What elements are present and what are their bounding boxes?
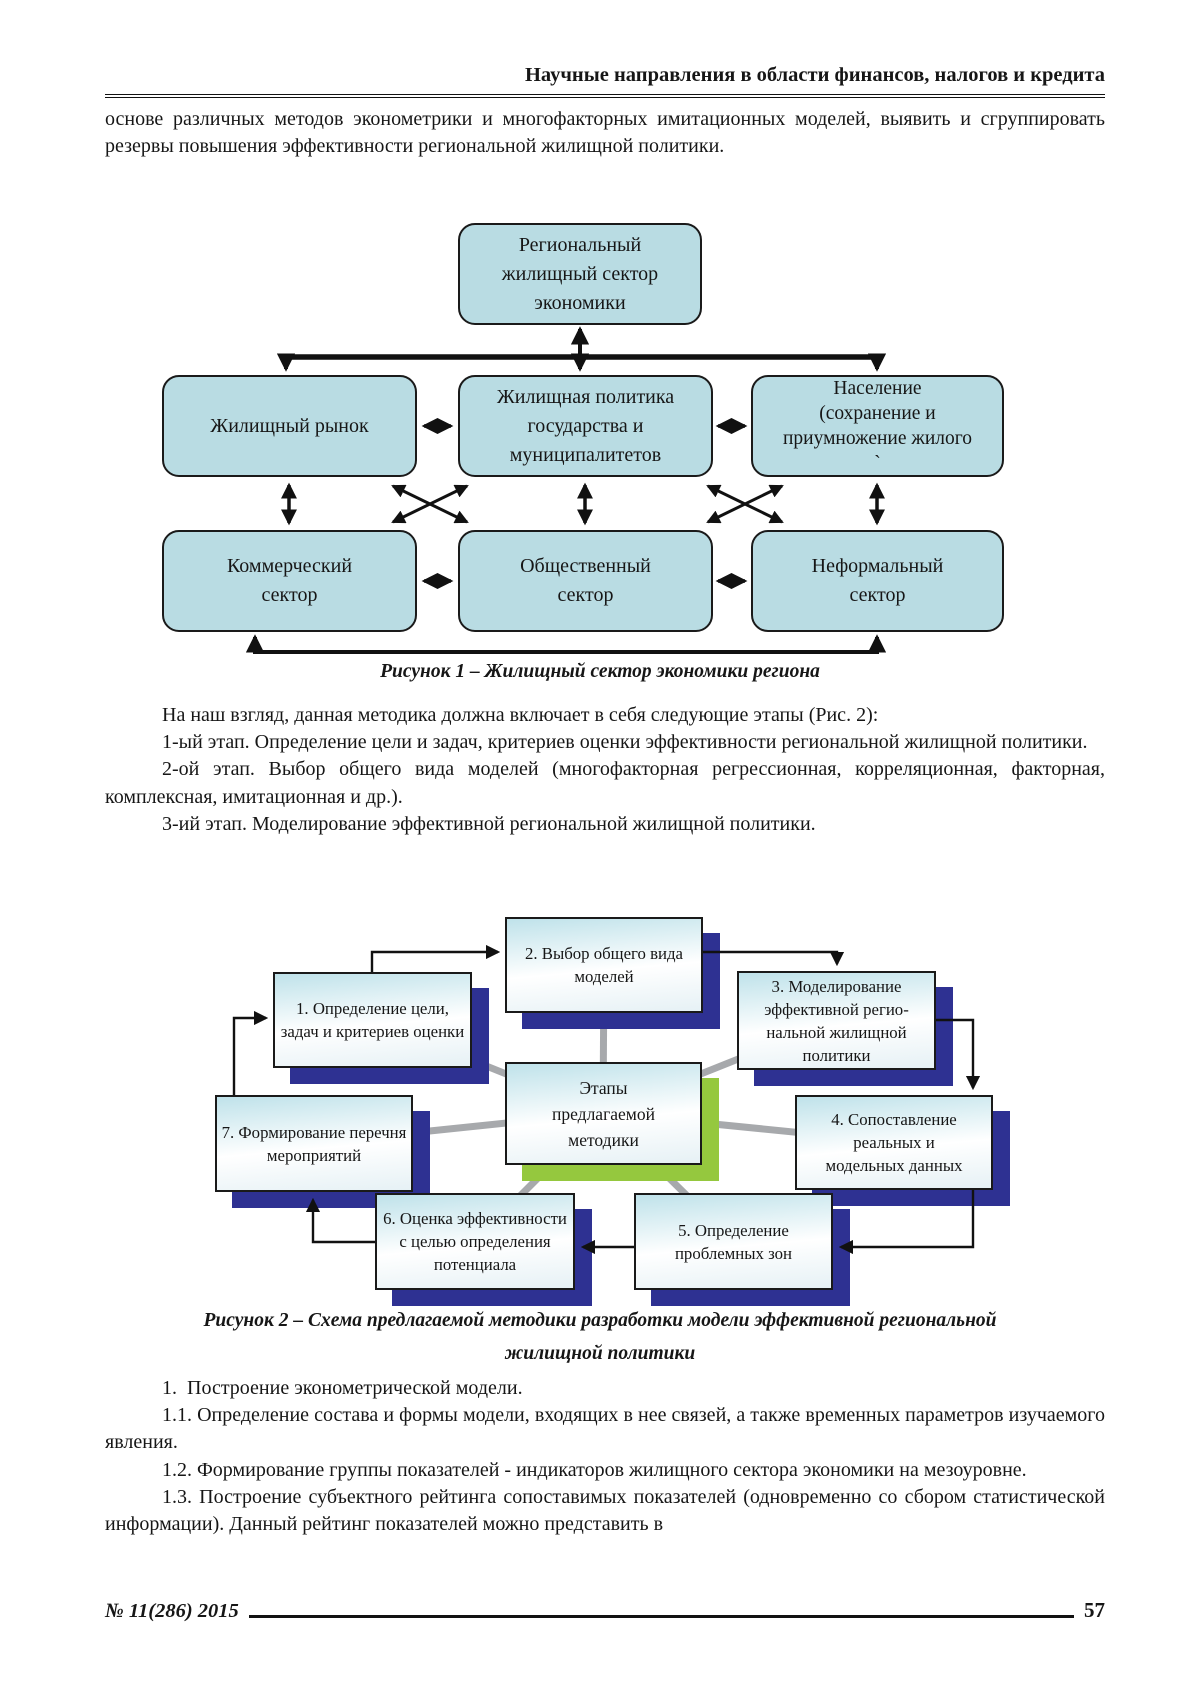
paragraph: основе различных методов эконометрики и многофакторных имитационных моделей, выявить и сгруппировать резервы повышения эффективности региональной жилищной политики. — [105, 108, 1105, 158]
figure2-caption: Рисунок 2 – Схема предлагаемой методики разработки модели эффективной региональной жилищной политики — [203, 1310, 997, 1364]
figure1-box-commercial-sector: Коммерческий сектор — [162, 530, 417, 632]
figure1-box-informal-sector: Неформальный сектор — [751, 530, 1004, 632]
figure2 — [100, 845, 1100, 1310]
figure1-box-public-sector: Общественный сектор — [458, 530, 713, 632]
figure2-step7-box: 7. Формирование перечня мероприятий — [215, 1095, 413, 1192]
paragraph: 1. Построение эконометрической модели. — [162, 1377, 523, 1399]
paragraph: 3-ий этап. Моделирование эффективной региональной жилищной политики. — [162, 812, 816, 835]
figure1 — [100, 195, 1100, 665]
figure2-center-hub-box: Этапы предлагаемой методики — [505, 1062, 702, 1165]
figure1-box-housing-market: Жилищный рынок — [162, 375, 417, 477]
figure1-box-regional-sector: Региональный жилищный сектор экономики — [458, 223, 702, 325]
paragraph: На наш взгляд, данная методика должна включает в себя следующие этапы (Рис. 2): — [162, 704, 879, 726]
figure2-step2-box: 2. Выбор общего вида моделей — [505, 917, 703, 1013]
paragraph: 1.2. Формирование группы показателей - индикаторов жилищного сектора экономики на мезоуровне. — [162, 1458, 1027, 1481]
page-footer — [105, 1598, 1105, 1623]
stages-text-block — [105, 702, 1105, 838]
figure2-step5-box: 5. Определение проблемных зон — [634, 1193, 833, 1290]
footer-rule — [249, 1614, 1074, 1618]
paragraph: 1-ый этап. Определение цели и задач, критериев оценки эффективности региональной жилищной политики. — [162, 731, 1088, 754]
figure1-box-housing-policy: Жилищная политика государства и муниципалитетов — [458, 375, 713, 477]
paragraph: 1.1. Определение состава и формы модели, входящих в нее связей, а также временных параметров изучаемого явления. — [105, 1404, 1105, 1454]
paragraph: 2-ой этап. Выбор общего вида моделей (многофакторная регрессионная, корреляционная, факторная, комплексная, имитационная и др.). — [105, 758, 1105, 808]
figure1-caption: Рисунок 1 – Жилищный сектор экономики региона — [380, 661, 820, 682]
footer-issue: № 11(286) 2015 — [105, 1600, 239, 1622]
figure2-step3-box: 3. Моделирование эффективной регио- нальной жилищной политики — [737, 971, 936, 1070]
page-header-title: Научные направления в области финансов, налогов и кредита — [105, 64, 1105, 98]
figure1-box-population: Население (сохранение и приумножение жилого ` — [751, 375, 1004, 477]
model-text-block — [105, 1375, 1105, 1538]
footer-page-number: 57 — [1084, 1598, 1105, 1622]
intro-text-block — [105, 106, 1105, 160]
figure2-step4-box: 4. Сопоставление реальных и модельных данных — [795, 1095, 993, 1190]
paragraph: 1.3. Построение субъектного рейтинга сопоставимых показателей (одновременно со сбором статистической информации). Данный рейтинг показателей можно представить в — [105, 1485, 1105, 1536]
figure2-step1-box: 1. Определение цели, задач и критериев оценки — [273, 972, 472, 1068]
figure2-step6-box: 6. Оценка эффективности с целью определения потенциала — [375, 1193, 575, 1290]
